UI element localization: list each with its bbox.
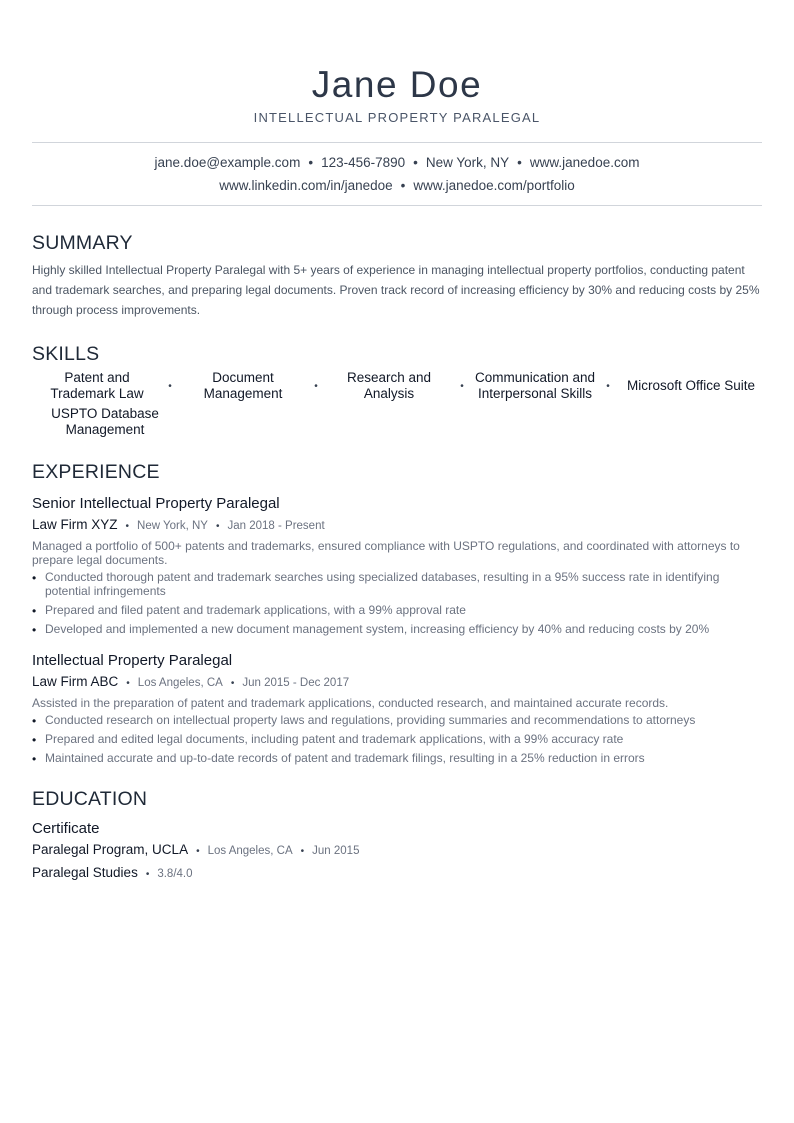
job-achievements <box>32 570 762 636</box>
contact-linkedin[interactable]: www.linkedin.com/in/janedoe <box>219 178 393 193</box>
contact-line-2 <box>32 174 762 197</box>
education-institution-line <box>32 841 762 861</box>
job-achievements <box>32 713 762 765</box>
contact-phone[interactable]: 123-456-7890 <box>321 155 406 170</box>
skill-separator: • <box>314 380 318 392</box>
experience-entry <box>32 494 762 636</box>
job-location: New York, NY <box>137 520 208 532</box>
job-role: Intellectual Property Paralegal <box>32 652 233 669</box>
skill-separator: • <box>606 380 610 392</box>
education-institution: Paralegal Program, UCLA <box>32 842 189 857</box>
job-description: Assisted in the preparation of patent and trademark applications, conducted research, and maintained accurate records. <box>32 696 669 710</box>
meta-separator: • <box>145 869 150 880</box>
experience-entry <box>32 651 762 765</box>
achievement-item: • Developed and implemented a new document management system, increasing efficiency by 40% and reducing costs by 20% <box>32 622 762 636</box>
meta-separator: • <box>230 678 235 689</box>
contact-email[interactable]: jane.doe@example.com <box>154 155 301 170</box>
education-location: Los Angeles, CA <box>207 845 293 857</box>
job-dates: Jun 2015 - Dec 2017 <box>242 677 350 689</box>
contact-location: New York, NY <box>425 155 510 170</box>
skill-item: Patent and Trademark Law <box>50 370 144 401</box>
skill-item: Communication and Interpersonal Skills <box>474 370 596 401</box>
contact-separator: • <box>308 155 314 170</box>
skill-item: USPTO Database Management <box>51 406 159 437</box>
skill-item: Microsoft Office Suite <box>626 378 756 393</box>
job-meta <box>32 673 762 693</box>
skills-heading: SKILLS <box>32 343 100 365</box>
meta-separator: • <box>196 846 200 857</box>
summary-text: Highly skilled Intellectual Property Paralegal with 5+ years of experience in managing intellectual property portfolios, conducting patent and trademark searches, and preparing legal documents. Proven track record of increasing efficiency by 30% and reducing costs by 25% through process improvements. <box>32 263 760 317</box>
contact-portfolio[interactable]: www.janedoe.com/portfolio <box>413 178 575 193</box>
meta-separator: • <box>300 846 305 857</box>
skill-item: Research and Analysis <box>346 370 432 401</box>
skill-separator: • <box>460 380 464 392</box>
achievement-item: • Prepared and edited legal documents, including patent and trademark applications, with a 99% accuracy rate <box>32 732 762 746</box>
contact-block <box>32 142 762 206</box>
education-field: Paralegal Studies <box>32 865 138 880</box>
summary-heading: SUMMARY <box>32 232 133 254</box>
experience-heading: EXPERIENCE <box>32 461 160 483</box>
job-company: Law Firm ABC <box>32 674 119 689</box>
contact-line-1 <box>32 151 762 174</box>
contact-separator: • <box>400 178 406 193</box>
job-meta <box>32 516 762 536</box>
education-date: Jun 2015 <box>312 845 360 857</box>
contact-separator: • <box>413 155 418 170</box>
skill-separator: • <box>168 380 172 392</box>
achievement-item: • Conducted thorough patent and trademark searches using specialized databases, resulting in a 95% success rate in identifying potential infringements <box>32 570 762 598</box>
resume-job-title: INTELLECTUAL PROPERTY PARALEGAL <box>253 110 541 125</box>
education-degree: Certificate <box>32 820 100 837</box>
meta-separator: • <box>126 678 130 689</box>
resume-page <box>32 0 762 884</box>
education-field-line <box>32 864 762 884</box>
job-company: Law Firm XYZ <box>32 517 118 532</box>
job-description: Managed a portfolio of 500+ patents and trademarks, ensured compliance with USPTO regulations, and coordinated with attorneys to prepare legal documents. <box>32 539 740 567</box>
meta-separator: • <box>215 521 220 532</box>
job-dates: Jan 2018 - Present <box>227 520 325 532</box>
education-heading: EDUCATION <box>32 788 148 810</box>
skill-item: Document Management <box>203 370 283 401</box>
job-role: Senior Intellectual Property Paralegal <box>32 495 280 512</box>
contact-separator: • <box>517 155 522 170</box>
education-gpa: 3.8/4.0 <box>157 868 193 880</box>
achievement-item: • Maintained accurate and up-to-date records of patent and trademark filings, resulting in a 25% reduction in errors <box>32 751 762 765</box>
skills-list <box>32 370 762 438</box>
contact-website[interactable]: www.janedoe.com <box>529 155 640 170</box>
achievement-item: • Conducted research on intellectual property laws and regulations, providing summaries and recommendations to attorneys <box>32 713 762 727</box>
job-location: Los Angeles, CA <box>137 677 223 689</box>
meta-separator: • <box>125 521 130 532</box>
achievement-item: • Prepared and filed patent and trademark applications, with a 99% approval rate <box>32 603 762 617</box>
resume-name: Jane Doe <box>311 64 483 105</box>
